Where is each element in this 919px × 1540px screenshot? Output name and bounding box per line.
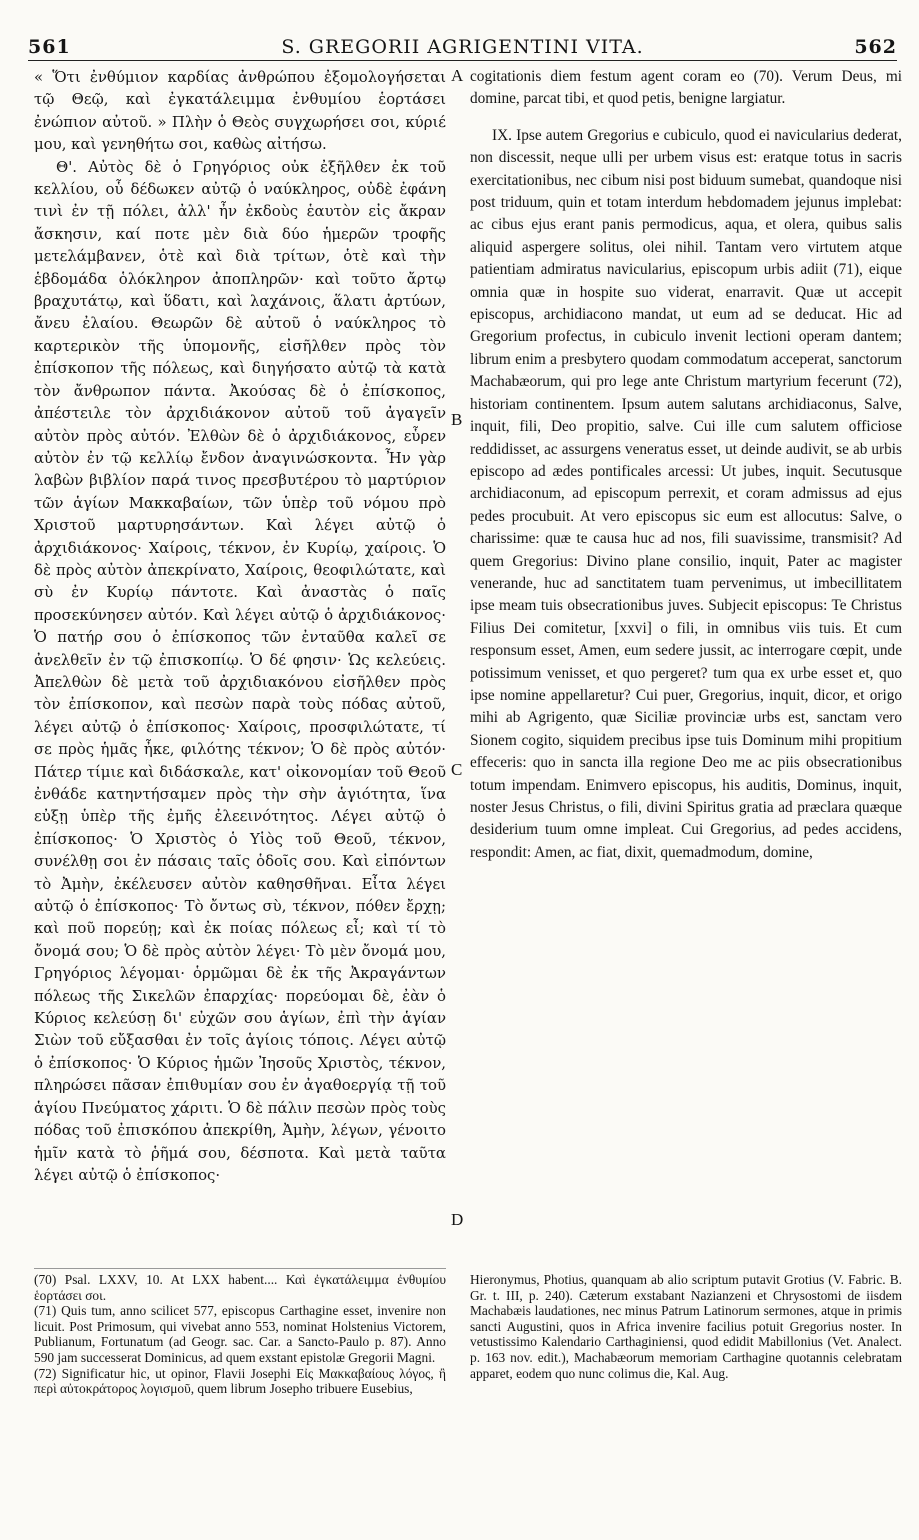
footnotes-left xyxy=(34,1272,446,1397)
footnote-72-continued: Hieronymus, Photius, quanquam ab alio scriptum putavit Grotius (V. Fabric. B. Gr. t. III, p. 240). Cæterum exstabant Nazianzeni et Chrysostomi de iisdem Machabæis laudationes, nec minus Patrum Latinorum sermones, atque in primis sancti Augustini, quos in Africa invenire facilius potuit Gregorius noster. In vetustissimo Kalendario Carthaginiensi, quod edidit Mabillonius (Vet. Analect. p. 163 nov. edit.), Machabæorum memoriam Carthagine quotannis celebratam apparet, eodem quo nunc colimus die, Kal. Aug. xyxy=(470,1272,902,1381)
section-marker-d: D xyxy=(451,1210,464,1229)
section-marker-c: C xyxy=(451,760,463,779)
page-header xyxy=(28,36,897,61)
latin-paragraph-1: cogitationis diem festum agent coram eo (70). Verum Deus, mi domine, parcat tibi, et quod petis, benigne largiatur. xyxy=(470,68,902,108)
footnotes-right xyxy=(470,1272,902,1381)
page-number-right: 562 xyxy=(854,36,897,58)
latin-column xyxy=(470,66,902,864)
running-title: S. GREGORII AGRIGENTINI VITA. xyxy=(281,36,644,58)
latin-paragraph-2: IX. Ipse autem Gregorius e cubiculo, quod ei navicularius dederat, non discessit, neque ulli per urbem visus est: eratque totus in sacris exercitationibus, nec cibum nisi post biduum sumebat, quandoque nisi post triduum, quin et totam interdum hebdomadem jejunus implebat: ac cibus ejus erant panis permodicus, aqua, et olera, quibus salis aliquid aspergere solitus, olei nihil. Tantam vero virtutem atque patientiam admiratus navicularius, episcopum urbis adiit (71), eique omnia quæ in hospite suo viderat, enarravit. Quæ ut accepit episcopus, archidiacono mandat, ut eum ad se deducat. Hic ad Gregorium profectus, in cubiculo invenit lectioni operam dantem; librum enim a presbytero quodam commodatum acceperat, sanctorum Machabæorum, qui pro lege ante Christum martyrium fecerunt (72), historiam continentem. Ipsum autem salutans archidiaconus, Salve, inquit, fili, Deo propitio, salve. Cui ille cum salutem officiose reddidisset, ac assurgens veneratus esset, ut deinde audivit, se ab urbis episcopo ad ædes pontificales arcessi: Ut jubes, inquit. Secutusque archidiaconum, ad episcopum perrexit, et coram admissus ad ejus pedes procubuit. At vero episcopus sic eum est allocutus: Salve, o charissime: quæ te causa huc ad nos, fili suavissime, transmisit? Ad quem Gregorius: Divino plane consilio, inquit, Pater ac magister venerande, huc ad sanctitatem tuam pervenimus, ut imbecillitatem ipse meam tuis obsecrationibus juves. Subjecit episcopus: Te Christus Filius Dei comitetur, [xxvi] o fili, in omnibus viis tuis. Et cum responsum esset, Amen, eum sedere jussit, ac interrogare cœpit, unde potissimum venisset, et quo pergeret? tum qua ex urbe esset et, quo ipse nomine appellaretur? Cui puer, Gregorius, inquit, dicor, et origo mihi ab Agrigento, quæ Siciliæ provinciæ urbs est, sanctam vero Sionem cogito, siquidem precibus ipse tuis Dominum mihi propitium effeceris: quo in sancta illa regione Deo me ac piis obsecrationibus totum impendam. Enimvero episcopus, his auditis, Dominus, inquit, noster Jesus Christus, o fili, divini Spiritus gratia ad præclara quæque desiderium tuum omne impleat. Cui Gregorius, ad pedes accidens, respondit: Amen, ac fiat, dixit, quemadmodum, domine, xyxy=(470,126,902,861)
section-marker-b: B xyxy=(451,410,463,429)
page-number-left: 561 xyxy=(28,36,71,58)
footnote-72: (72) Significatur hic, ut opinor, Flavii Josephi Εἰς Μακκαβαίους λόγος, ἢ περὶ αὐτοκράτορος λογισμοῦ, quem librum Josepho tribuere Eusebius, xyxy=(34,1365,446,1397)
footnote-rule xyxy=(34,1268,446,1269)
greek-column xyxy=(34,66,446,1186)
greek-paragraph-1: « Ὅτι ἐνθύμιον καρδίας ἀνθρώπου ἐξομολογήσεται τῷ Θεῷ, καὶ ἐγκατάλειμμα ἐνθυμίου ἑορτάσει ἐνώπιον αὐτοῦ. » Πλὴν ὁ Θεὸς συγχωρήσει σοι, κύριέ μου, καὶ γενηθήτω σοι, καθὼς αἰτήσω. xyxy=(34,68,446,154)
footnote-71: (71) Quis tum, anno scilicet 577, episcopus Carthagine esset, invenire non licuit. Post Primosum, qui vivebat anno 553, nominat Holstenius Victorem, Publianum, Fortunatum (ad Geogr. sac. Car. a Sancto-Paulo p. 87). Anno 590 jam successerat Dominicus, ad quem exstant epistolæ Gregorii Magni. xyxy=(34,1303,446,1365)
greek-paragraph-2: Θ'. Αὐτὸς δὲ ὁ Γρηγόριος οὐκ ἐξῆλθεν ἐκ τοῦ κελλίου, οὗ δέδωκεν αὐτῷ ὁ ναύκληρος, οὐδὲ ἐφάνη τινὶ ἐν τῇ πόλει, ἀλλ' ἦν ἐκδοὺς ἑαυτὸν εἰς ἄκραν ἄσκησιν, καί ποτε μὲν διὰ δύο ἡμερῶν τροφῆς μετελάμβανεν, ὁτὲ καὶ διὰ τρίτων, ὁτὲ καὶ τὴν ἑβδομάδα ὁλόκληρον ἀποπληρῶν· καὶ τοῦτο ἄρτῳ βραχυτάτῳ, καὶ ὕδατι, καὶ λαχάνοις, ἅλατι ἀρτύων, ἄνευ ἐλαίου. Θεωρῶν δὲ αὐτοῦ ὁ ναύκληρος τὸ καρτερικὸν τῆς ὑπομονῆς, εἰσῆλθεν πρὸς τὸν ἐπίσκοπον τῆς πόλεως, καὶ διηγήσατο αὐτῷ τὰ κατὰ τὸν ἄνθρωπον πάντα. Ἀκούσας δὲ ὁ ἐπίσκοπος, ἀπέστειλε τὸν ἀρχιδιάκονον αὐτοῦ τοῦ ἀγαγεῖν αὐτὸν πρὸς αὐτόν. Ἐλθὼν δὲ ὁ ἀρχιδιάκονος, εὗρεν αὐτὸν ἐν τῷ κελλίῳ ἔνδον ἀναγινώσκοντα. Ἦν γὰρ λαβὼν βιβλίον παρά τινος πρεσβυτέρου τὸ μαρτύριον τῶν ἁγίων Μακκαβαίων, τῶν ὑπὲρ τοῦ νόμου πρὸ Χριστοῦ μαρτυρησάντων. Καὶ λέγει αὐτῷ ὁ ἀρχιδιάκονος· Χαίροις, τέκνον, ἐν Κυρίῳ, χαίροις. Ὁ δὲ πρὸς αὐτὸν ἀπεκρίνατο, Χαίροις, θεοφιλώτατε, καὶ σὺ ἐν Κυρίῳ πάντοτε. Καὶ ἀναστὰς ὁ παῖς προσεκύνησεν αὐτόν. Καὶ λέγει αὐτῷ ὁ ἀρχιδιάκονος· Ὁ πατήρ σου ὁ ἐπίσκοπος τῶν ἐνταῦθα καλεῖ σε ἀνελθεῖν ἐν τῷ ἐπισκοπίῳ. Ὁ δέ φησιν· Ὡς κελεύεις. Ἀπελθὼν δὲ μετὰ τοῦ ἀρχιδιακόνου εἰσῆλθεν πρὸς τὸν ἐπίσκοπον, καὶ πεσὼν παρὰ τοὺς πόδας αὐτοῦ, λέγει αὐτῷ ὁ ἐπίσκοπος· Χαίροις, προσφιλώτατε, τί σε πρὸς ἡμᾶς ἦκε, φιλότης τέκνον; Ὁ δὲ πρὸς αὐτόν· Πάτερ τίμιε καὶ διδάσκαλε, κατ' οἰκονομίαν τοῦ Θεοῦ ἐνθάδε κατηντήσαμεν πρὸς τὴν σὴν ἁγιότητα, ἵνα εὐξῃ ὑπὲρ τῆς ἐμῆς ἐλεεινότητος. Λέγει αὐτῷ ὁ ἐπίσκοπος· Ὁ Χριστὸς ὁ Υἱὸς τοῦ Θεοῦ, τέκνον, συνέλθῃ σοι ἐν πάσαις ταῖς ὁδοῖς σου. Καὶ εἰπόντων τὸ Ἀμὴν, ἐκέλευσεν αὐτὸν καθησθῆναι. Εἶτα λέγει αὐτῷ ὁ ἐπίσκοπος· Τὸ ὄντως σὺ, τέκνον, πόθεν ἔρχῃ; καὶ ποῦ πορεύῃ; καὶ ἐκ ποίας πόλεως εἶ; καὶ τί τὸ ὄνομά σου; Ὁ δὲ πρὸς αὐτὸν λέγει· Τὸ μὲν ὄνομά μου, Γρηγόριος λέγομαι· ὁρμῶμαι δὲ ἐκ τῆς Ἀκραγάντων πόλεως τῆς Σικελῶν ἐπαρχίας· πορεύομαι δὲ, ἐὰν ὁ Κύριος κελεύσῃ δι' εὐχῶν σου ἁγίων, ἐπὶ τὴν ἁγίαν Σιὼν τοῦ εὔξασθαι ἐν τοῖς ἁγίοις τόποις. Λέγει αὐτῷ ὁ ἐπίσκοπος· Ὁ Κύριος ἡμῶν Ἰησοῦς Χριστὸς, τέκνον, πληρώσει πᾶσαν ἐπιθυμίαν σου ἐν ἀγαθοεργίᾳ τῇ τοῦ ἁγίου Πνεύματος χάριτι. Ὁ δὲ πάλιν πεσὼν πρὸς τοὺς πόδας τοῦ ἐπισκόπου ἀπεκρίθη, Ἀμὴν, λέγων, γένοιτο ἡμῖν κατὰ τὸ ῥῆμά σου, δέσποτα. Καὶ μετὰ ταῦτα λέγει αὐτῷ ὁ ἐπίσκοπος· xyxy=(34,157,446,1184)
section-marker-a: A xyxy=(451,66,464,85)
footnote-70: (70) Psal. LXXV, 10. At LXX habent.... Καὶ ἐγκατάλειμμα ἐνθυμίου ἑορτάσει σοι. xyxy=(34,1272,446,1303)
